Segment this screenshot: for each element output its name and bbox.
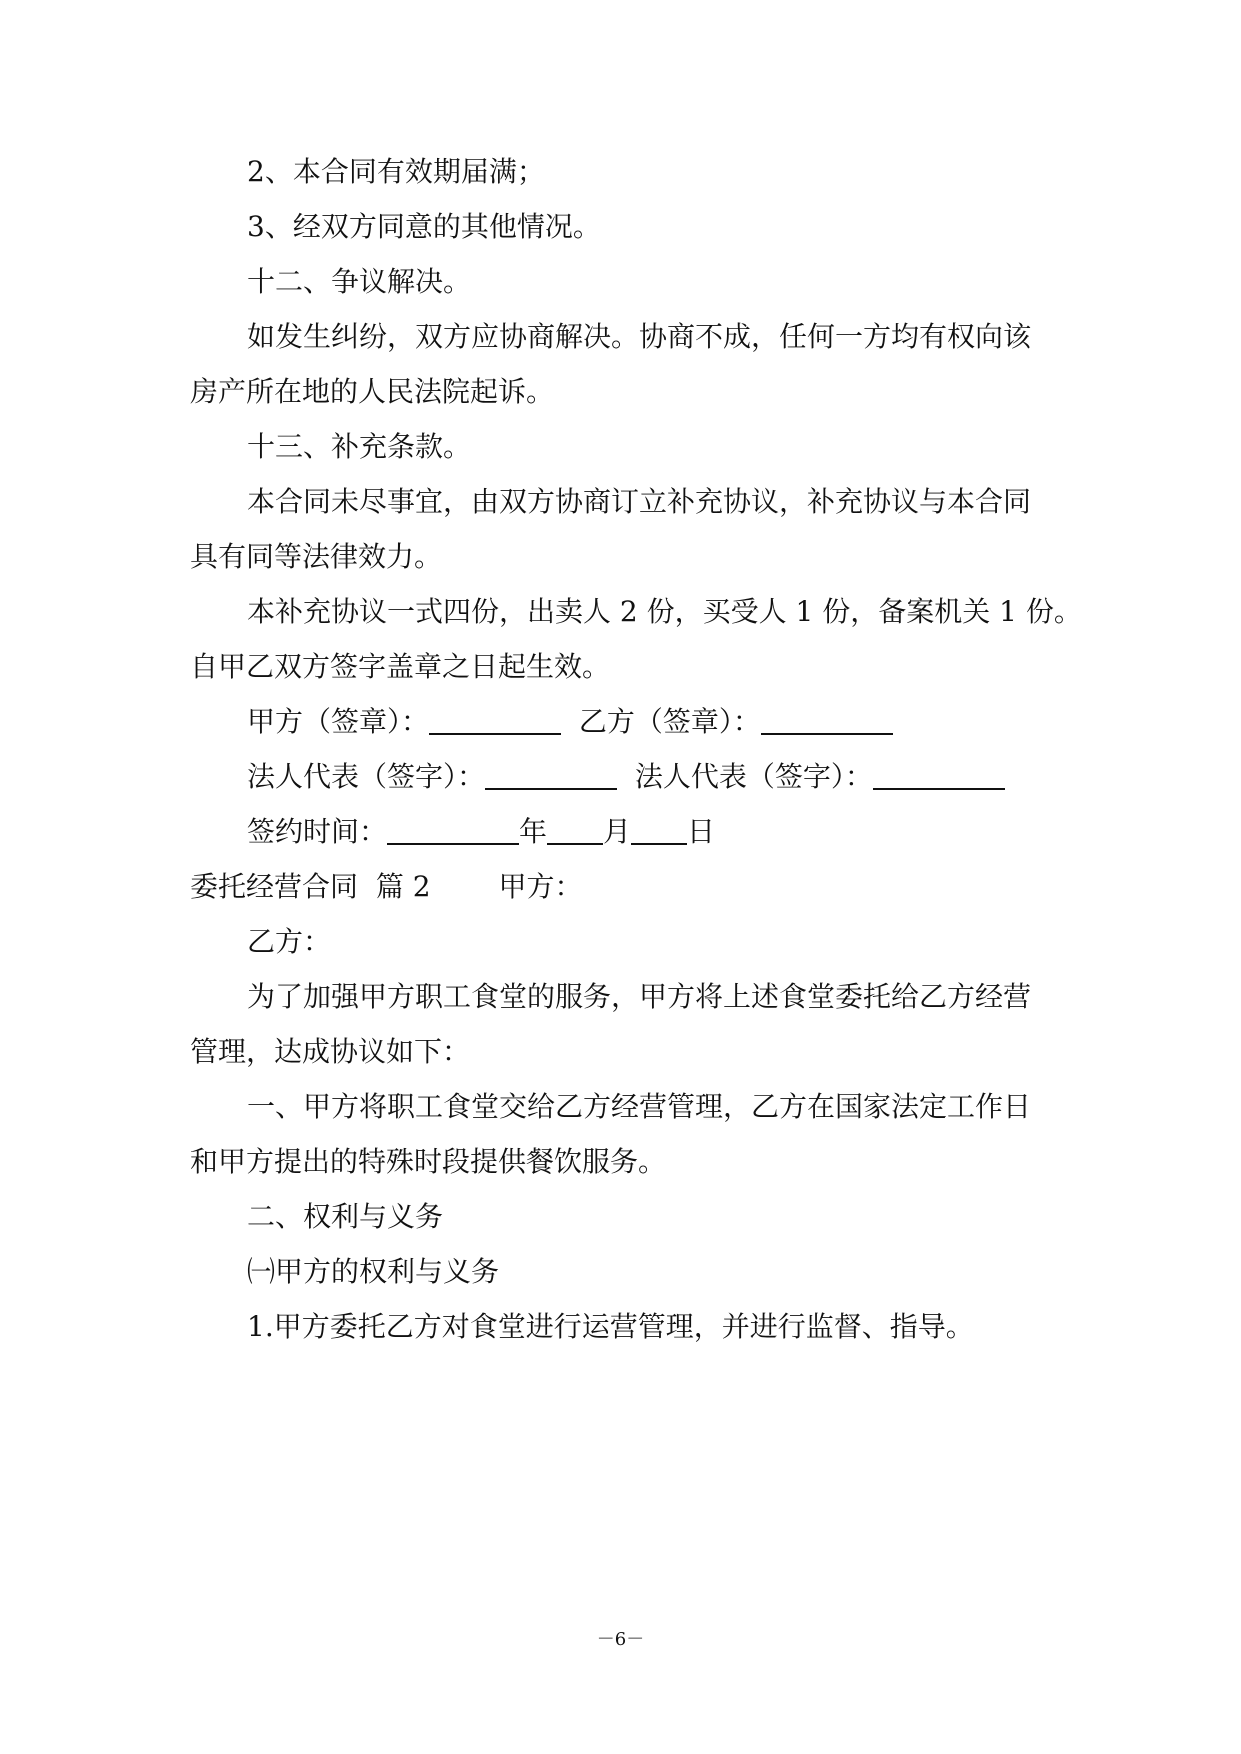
year-label: 年 [519, 815, 548, 848]
signature-row-parties [247, 704, 893, 740]
party-a-signature-label: 甲方（签章）： [247, 705, 430, 738]
paragraph-line: 本补充协议一式四份，出卖人 2 份，买受人 1 份，备案机关 1 份。 [247, 595, 1082, 628]
paragraph-line: 管理，达成协议如下： [190, 1035, 471, 1068]
paragraph-line: 为了加强甲方职工食堂的服务，甲方将上述食堂委托给乙方经营 [247, 980, 1032, 1013]
day-label: 日 [687, 815, 716, 848]
year-blank [387, 817, 519, 845]
month-blank [547, 817, 603, 845]
party-b-heading: 乙方： [247, 925, 332, 958]
paragraph-line: 本合同未尽事宜，由双方协商订立补充协议，补充协议与本合同 [247, 485, 1032, 518]
legal-rep-b-blank [873, 762, 1005, 790]
contract-title-row [190, 869, 583, 905]
contract-title: 委托经营合同 [190, 870, 359, 903]
paragraph-line: 房产所在地的人民法院起诉。 [190, 375, 555, 408]
section-heading: 十三、补充条款。 [247, 430, 472, 463]
contract-part: 篇 2 [375, 870, 431, 903]
paragraph-line: 自甲乙双方签字盖章之日起生效。 [190, 650, 611, 683]
signature-row-legal-rep [247, 759, 1005, 795]
party-a-signature-blank [429, 707, 561, 735]
page-number: －6－ [596, 1629, 645, 1650]
party-b-signature-blank [761, 707, 893, 735]
legal-rep-a-label: 法人代表（签字）： [247, 760, 486, 793]
month-label: 月 [603, 815, 632, 848]
clause-text: 1.甲方委托乙方对食堂进行运营管理，并进行监督、指导。 [247, 1310, 974, 1343]
paragraph-line: 具有同等法律效力。 [190, 540, 443, 573]
date-label: 签约时间： [247, 815, 388, 848]
legal-rep-b-label: 法人代表（签字）： [634, 760, 873, 793]
clause-text: 2、本合同有效期届满； [247, 155, 545, 188]
section-heading: 二、权利与义务 [247, 1200, 444, 1233]
party-b-signature-label: 乙方（签章）： [578, 705, 761, 738]
section-heading: 十二、争议解决。 [247, 265, 472, 298]
paragraph-line: 一、甲方将职工食堂交给乙方经营管理，乙方在国家法定工作日 [247, 1090, 1032, 1123]
paragraph-line: 如发生纠纷，双方应协商解决。协商不成，任何一方均有权向该 [247, 320, 1032, 353]
signing-date-row [247, 814, 715, 850]
legal-rep-a-blank [485, 762, 617, 790]
party-a-heading: 甲方： [498, 870, 583, 903]
clause-text: 3、经双方同意的其他情况。 [247, 210, 601, 243]
subsection-heading: ㈠甲方的权利与义务 [247, 1255, 500, 1288]
day-blank [631, 817, 687, 845]
paragraph-line: 和甲方提出的特殊时段提供餐饮服务。 [190, 1145, 667, 1178]
